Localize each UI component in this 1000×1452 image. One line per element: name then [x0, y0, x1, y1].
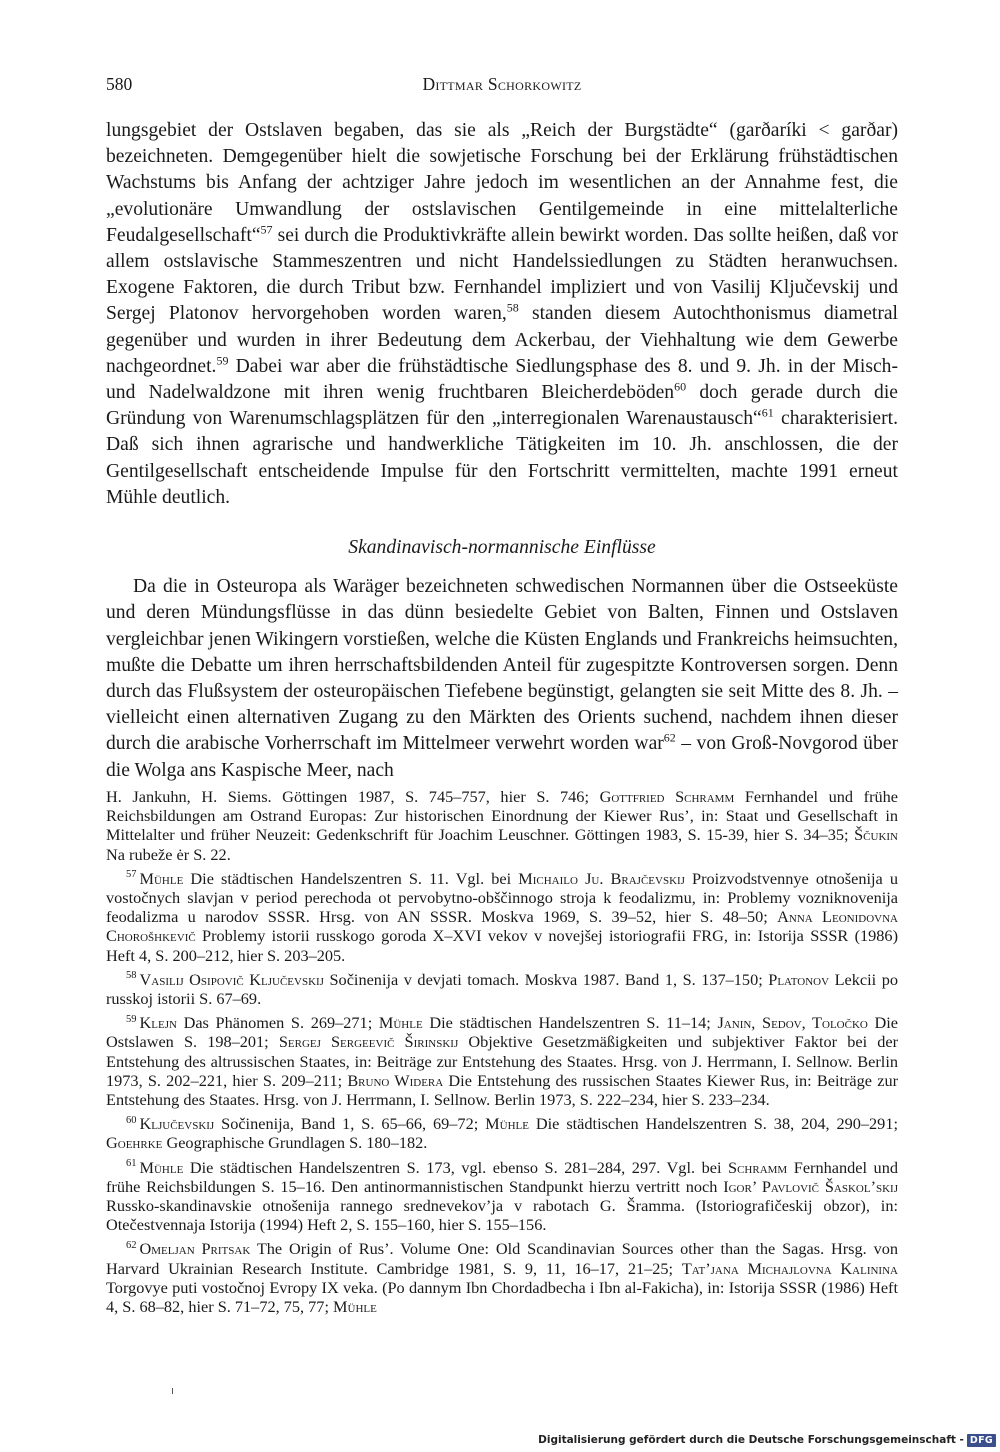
- scan-artifact: [172, 1388, 173, 1394]
- text-run: Die städtischen Handelszentren S. 11. Vgl. bei: [183, 868, 519, 888]
- text-run: Sočinenija v devjati tomach. Moskva 1987. Band 1, S. 137–150;: [323, 969, 769, 989]
- paragraph-2: [106, 574, 898, 784]
- text-run: Das Phänomen S. 269–271;: [176, 1013, 379, 1033]
- text-run: Die städtischen Handelszentren S. 173, vgl. ebenso S. 281–284, 297. Vgl. bei: [183, 1157, 729, 1177]
- text-run: Die Entstehung des russischen Staates Kiewer Rus, in: Beiträge zur Entstehung des Staates. Hrsg. von J. Herrmann, I. Sellnow. Berlin 1973, S. 222–234, hier S. 233–234.: [106, 1070, 899, 1110]
- text-run: H. Jankuhn, H. Siems. Göttingen 1987, S. 745–757, hier S. 746;: [106, 787, 600, 806]
- footnote-number: 61: [126, 1158, 137, 1170]
- author-name: Sergej Sergeevič Širinskij: [278, 1032, 459, 1052]
- text-run: doch gerade durch die Gründung von Warenumschlagsplätzen für den „interregionalen Warenaustausch“: [106, 382, 898, 430]
- footnote-ref-60[interactable]: 60: [674, 379, 687, 394]
- paragraph-1: [106, 118, 898, 511]
- text-run: Na rubeže ėr S. 22.: [106, 844, 231, 864]
- author-name: Anna Leonidovna Chorošhkevič: [106, 907, 898, 946]
- text-run: Objektive Gesetzmäßigkeiten und subjektiver Faktor bei der Entstehung des altrussischen Staates, in: Beiträge zur Entstehung des Staates. Hrsg. von J. Herrmann, I. Sellnow. Berlin 1973, S. 202–221, hier S. 209–211;: [106, 1032, 899, 1090]
- footnote-number: 60: [126, 1114, 137, 1126]
- text-run: Geographische Grundlagen S. 180–182.: [162, 1133, 428, 1153]
- author-name: Bruno Widera: [347, 1070, 444, 1090]
- footnote-62: [106, 1239, 898, 1316]
- text-run: Fernhandel und frühe Reichsbildungen am Ostrand Europas: Zur historischen Einordnung der Kiewer Rus’, in: Staat und Gesellschaft in Mittelalter und früher Neuzeit: Gedenkschrift für Joachim Leuschner. Göttingen 1983, S. 15-39, hier S. 34–35;: [106, 787, 899, 845]
- footnote-number: 58: [126, 970, 137, 982]
- footnote-ref-57[interactable]: 57: [260, 222, 273, 237]
- footnote-number: 59: [126, 1013, 137, 1025]
- author-name: Klejn: [139, 1013, 177, 1033]
- running-head: Dittmar Schorkowitz: [422, 74, 582, 94]
- text-run: Problemy istorii russkogo goroda X–XVI vekov v novejšej istoriografii FRG, in: Istorija SSSR (1986) Heft 4, S. 200–212, hier S. 203–205.: [106, 926, 898, 965]
- dfg-logo: DFG: [967, 1434, 996, 1447]
- funding-banner[interactable]: [538, 1432, 996, 1448]
- section-heading: Skandinavisch-normannische Einflüsse: [348, 537, 656, 559]
- author-name: Omeljan Pritsak: [139, 1239, 251, 1259]
- footnote-57: [106, 869, 898, 965]
- footnote-number: 62: [126, 1240, 137, 1252]
- author-name: Ključevskij: [139, 1114, 215, 1134]
- text-run: sei durch die Produktivkräfte allein bewirkt worden. Das sollte heißen, daß vor allem ostslavische Stammeszentren und nicht Handelssiedlungen zu Städten heranwuchsen. Exogene Faktoren, die durch Tribut bzw. Fernhandel impliziert und von Vasilij Ključevskij und Sergej Platonov hervorgehoben worden waren,: [106, 224, 898, 325]
- footnote-61: [106, 1158, 898, 1235]
- page-number: 580: [106, 74, 133, 94]
- footnote-59: [106, 1013, 898, 1109]
- page-header: [106, 74, 898, 100]
- footnote-ref-59[interactable]: 59: [216, 353, 229, 368]
- author-name: Igor’ Pavlovič Šaskol’skij: [723, 1176, 898, 1196]
- text-run: Die städtischen Handelszentren S. 11–14;: [422, 1013, 718, 1033]
- author-name: Vasilij Osipovič Ključevskij: [139, 969, 324, 989]
- footnotes: [106, 787, 898, 1321]
- author-name: Janin, Sedov, Toločko: [717, 1013, 868, 1033]
- text-run: Russko-skandinavskie otnošenija rannego srednevekov’ja v rabotach G. Šramma. (Istoriografičeskij obzor), in: Otečestvennaja Istorija (1994) Heft 2, S. 155–160, hier S. 155–156.: [106, 1196, 898, 1235]
- text-run: standen diesem Autochthonismus diametral gegenüber und wurden in ihrer Bedeutung dem Ackerbau, der Viehhaltung wie dem Gewerbe nachgeordnet.: [106, 303, 898, 377]
- text-run: Sočinenija, Band 1, S. 65–66, 69–72;: [214, 1114, 486, 1134]
- author-name: Mühle: [333, 1297, 377, 1317]
- author-name: Ščukin: [854, 825, 898, 845]
- author-name: Mühle: [139, 868, 184, 888]
- text-run: Lekcii po russkoj istorii S. 67–69.: [106, 969, 898, 1009]
- main-text: [106, 118, 898, 784]
- text-run: Fernhandel und frühe Reichsbildungen S. 15–16. Den antinormannistischen Standpunkt hierzu vertritt noch: [106, 1157, 898, 1196]
- footnote-continued: [106, 787, 898, 864]
- text-run: Proizvodstvennye otnošenija u vostočnych slavjan v period perechoda ot pervobytno-obščinnogo stroja k feodalizmu, in: Problemy vozniknovenija feodalizma u narodov SSSR. Hrsg. von AN SSSR. Moskva 1969, S. 39–52, hier S. 48–50;: [106, 868, 899, 927]
- footnote-58: [106, 970, 898, 1008]
- text-run: lungsgebiet der Ostslaven begaben, das sie als „Reich der Burgstädte“ (garðaríki < garðar) bezeichneten. Demgegenüber hielt die sowjetische Forschung bei der Erklärung frühstädtischen Wachstums bis Anfang der achtziger Jahre jedoch im wesentlichen an der Annahme fest, die „evolutionäre Umwandlung der ostslavischen Gentilgemeinde in eine mittelalterliche Feudalgesellschaft“: [106, 120, 898, 246]
- author-name: Tat’jana Michajlovna Kalinina: [681, 1258, 898, 1278]
- text-run: Dabei war aber die frühstädtische Siedlungsphase des 8. und 9. Jh. in der Misch- und Nadelwaldzone mit ihren wenig fruchtbaren Bleicherdeböden: [106, 355, 898, 404]
- author-name: Platonov: [768, 969, 830, 989]
- text-run: charakterisiert. Daß sich ihnen agrarische und handwerkliche Tätigkeiten im 10. Jh. anschlossen, die der Gentilgesellschaft entscheidende Impulse für den Fortschritt vermittelten, machte 1991 erneut Mühle deutlich.: [106, 408, 898, 508]
- text-run: – von Groß-Novgorod über die Wolga ans Kaspische Meer, nach: [106, 733, 898, 781]
- author-name: Schramm: [728, 1157, 788, 1177]
- text-run: Die Ostslawen S. 198–201;: [106, 1013, 899, 1052]
- footnote-number: 57: [126, 869, 137, 881]
- author-name: Mühle: [378, 1013, 423, 1033]
- footnote-60: [106, 1114, 898, 1152]
- text-run: The Origin of Rus’. Volume One: Old Scandinavian Sources other than the Sagas. Hrsg. von Harvard Ukrainian Research Institute. Cambridge 1981, S. 9, 11, 16–17, 21–25;: [106, 1239, 898, 1278]
- text-run: Torgovye puti vostočnoj Evropy IX veka. (Po dannym Ibn Chordadbecha i Ibn al-Fakicha), in: Istorija SSSR (1986) Heft 4, S. 68–82, hier S. 71–72, 75, 77;: [106, 1277, 898, 1317]
- author-name: Mühle: [485, 1114, 529, 1134]
- footnote-ref-58[interactable]: 58: [506, 300, 519, 315]
- footnote-ref-62[interactable]: 62: [663, 730, 676, 745]
- author-name: Michailo Ju. Brajčevskij: [518, 868, 685, 888]
- author-name: Goehrke: [106, 1133, 163, 1153]
- funding-text: Digitalisierung gefördert durch die Deutsche Forschungsgemeinschaft -: [538, 1434, 964, 1446]
- author-name: Gottfried Schramm: [599, 787, 735, 806]
- author-name: Mühle: [139, 1157, 184, 1177]
- footnote-ref-61[interactable]: 61: [761, 405, 774, 420]
- text-run: Da die in Osteuropa als Waräger bezeichneten schwedischen Normannen über die Ostseeküste und deren Mündungsflüsse in das dünn besiedelte Gebiet von Balten, Finnen und Ostslaven vergleichbar jenen Wikingern vorstießen, welche die Küsten Englands und Frankreichs heimsuchten, mußte die Debatte um ihren herrschaftsbildenden Anteil für zugespitzte Kontroversen sorgen. Denn durch das Flußsystem der osteuropäischen Tiefebene begünstigt, gelangten sie seit Mitte des 8. Jh. – vielleicht einen alternativen Zugang zu den Märkten des Orients suchend, nachdem ihnen dieser durch die arabische Vorherrschaft im Mittelmeer verwehrt worden war: [106, 576, 898, 755]
- text-run: Die städtischen Handelszentren S. 38, 204, 290–291;: [528, 1114, 898, 1134]
